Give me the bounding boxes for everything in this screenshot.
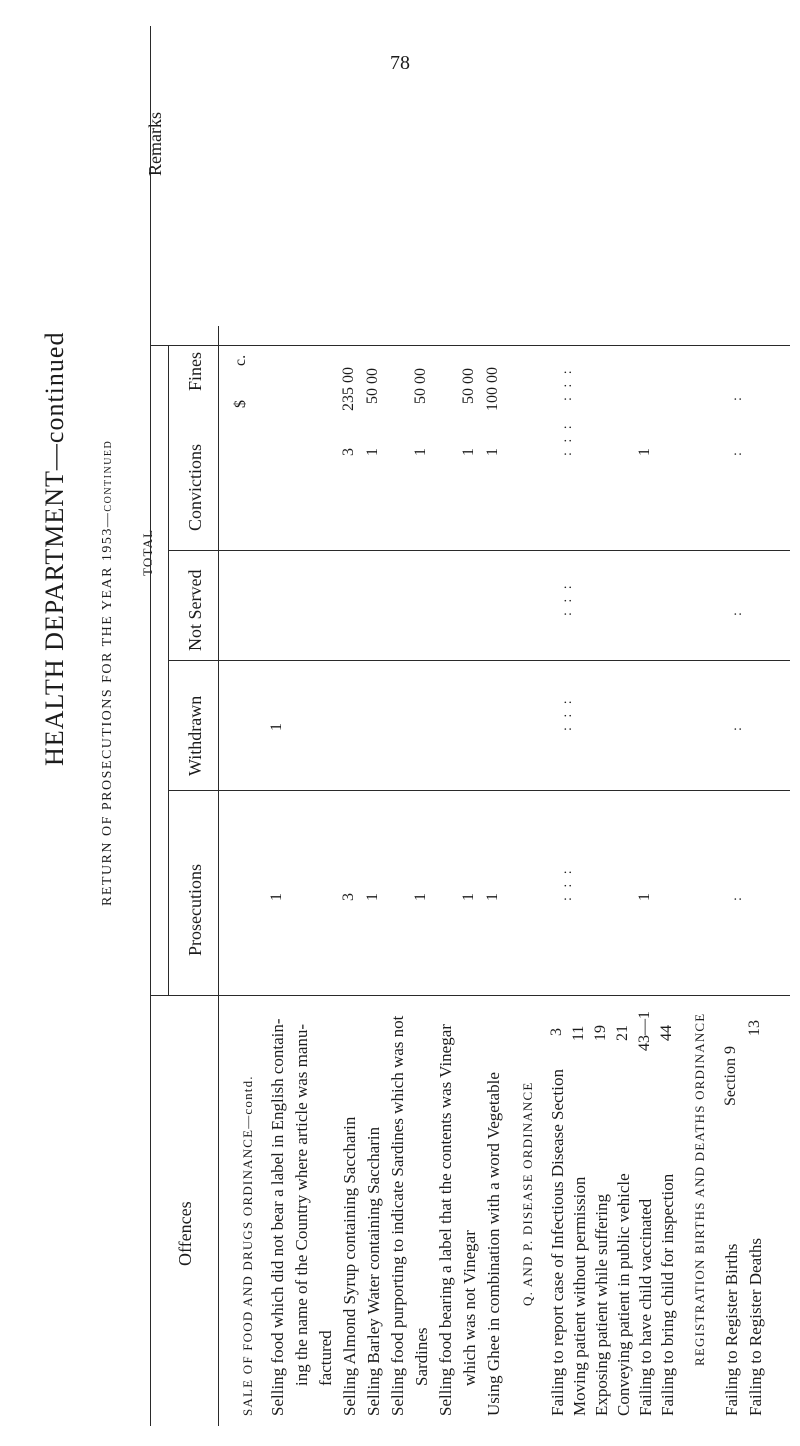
offence-text: Failing to bring child for inspection <box>658 1173 677 1416</box>
offence-text: Failing to Register Deaths <box>746 1237 765 1416</box>
fines-value: 50 00 <box>460 368 477 404</box>
prosecutions-value: 3 <box>340 893 357 901</box>
section-number: 43—1 <box>636 1011 653 1051</box>
section-number: 3 <box>548 1028 565 1036</box>
section-number: 13 <box>746 1020 763 1036</box>
col-header-prosecutions: Prosecutions <box>185 864 205 956</box>
page-subtitle: RETURN OF PROSECUTIONS FOR THE YEAR 1953—continued <box>100 439 115 906</box>
fines-value: 50 00 <box>412 368 429 404</box>
fines-value: 235 00 <box>340 367 357 411</box>
total-header: TOTAL <box>140 528 155 576</box>
col-divider-3 <box>168 660 790 661</box>
empty-cell-leaders: : : : <box>560 422 575 456</box>
section-title-registration: REGISTRATION BIRTHS AND DEATHS ORDINANCE <box>692 1012 707 1366</box>
empty-cell-leaders: : : : <box>560 697 575 731</box>
offence-text: Selling food bearing a label that the contents was Vinegar <box>436 1024 455 1416</box>
section-number: 19 <box>592 1025 609 1041</box>
convictions-value: 1 <box>412 448 429 456</box>
empty-cell-leaders: : : : <box>560 367 575 401</box>
prosecutions-value: 1 <box>484 893 501 901</box>
offence-text: Moving patient without permission <box>570 1176 589 1416</box>
page-title: HEALTH DEPARTMENT—continued <box>40 331 69 766</box>
offence-text: Selling Barley Water containing Saccharin <box>364 1126 383 1416</box>
col-divider-1 <box>150 995 790 996</box>
offence-text: Selling food which did not bear a label in English contain- <box>268 1018 287 1416</box>
prosecutions-value: 1 <box>636 893 653 901</box>
section-number: 11 <box>570 1025 587 1041</box>
section-number: 21 <box>614 1025 631 1041</box>
offence-text: Sardines <box>412 1327 431 1386</box>
convictions-value: 1 <box>364 448 381 456</box>
header-bottom-rule <box>218 326 219 1426</box>
offence-text: Conveying patient in public vehicle <box>614 1173 633 1416</box>
col-header-remarks: Remarks <box>145 112 165 176</box>
empty-cell-leaders: : <box>730 724 745 731</box>
col-divider-2 <box>168 790 790 791</box>
convictions-value: 3 <box>340 448 357 456</box>
prosecutions-value: 1 <box>412 893 429 901</box>
total-group-rule <box>168 346 169 996</box>
empty-cell-leaders: : <box>730 894 745 901</box>
empty-cell-leaders: : <box>730 609 745 616</box>
col-divider-5 <box>150 345 790 346</box>
convictions-value: 1 <box>484 448 501 456</box>
fines-value: 50 00 <box>364 368 381 404</box>
col-divider-4 <box>168 550 790 551</box>
fines-cents-sign: c. <box>232 354 249 366</box>
section-number: 44 <box>658 1025 675 1041</box>
prosecutions-value: 1 <box>460 893 477 901</box>
prosecutions-value: 1 <box>268 893 285 901</box>
offence-text: Failing to have child vaccinated <box>636 1198 655 1416</box>
col-header-convictions: Convictions <box>185 443 205 531</box>
empty-cell-leaders: : : : <box>560 867 575 901</box>
offence-text: Selling Almond Syrup containing Saccharin <box>340 1116 359 1416</box>
col-header-fines: Fines <box>185 351 205 391</box>
empty-cell-leaders: : <box>730 449 745 456</box>
convictions-value: 1 <box>636 448 653 456</box>
offence-text: Failing to report case of Infectious Disease Section <box>548 1069 567 1416</box>
col-header-offences: Offences <box>175 1201 195 1266</box>
withdrawn-value: 1 <box>268 723 285 731</box>
offence-text: Failing to Register Births <box>722 1243 741 1416</box>
page-number: 78 <box>390 52 410 74</box>
offence-text: Selling food purporting to indicate Sardines which was not <box>388 1015 407 1416</box>
table-top-rule <box>150 26 151 1426</box>
offence-text: Exposing patient while suffering <box>592 1193 611 1416</box>
offence-text: ing the name of the Country where article was manu- <box>292 1023 311 1386</box>
empty-cell-leaders: : <box>730 394 745 401</box>
offence-text: factured <box>316 1330 335 1386</box>
col-header-withdrawn: Withdrawn <box>185 695 205 776</box>
fines-dollar-sign: $ <box>232 400 249 408</box>
offence-text: Using Ghee in combination with a word Vegetable <box>484 1072 503 1416</box>
convictions-value: 1 <box>460 448 477 456</box>
fines-value: 100 00 <box>484 367 501 411</box>
section-title-food-drugs: SALE OF FOOD AND DRUGS ORDINANCE—contd. <box>240 1075 255 1416</box>
col-header-not-served: Not Served <box>185 569 205 651</box>
prosecutions-value: 1 <box>364 893 381 901</box>
offence-text: which was not Vinegar <box>460 1230 479 1386</box>
section-number: Section 9 <box>722 1046 739 1106</box>
section-title-qp-disease: Q. AND P. DISEASE ORDINANCE <box>520 1081 535 1306</box>
empty-cell-leaders: : : : <box>560 582 575 616</box>
